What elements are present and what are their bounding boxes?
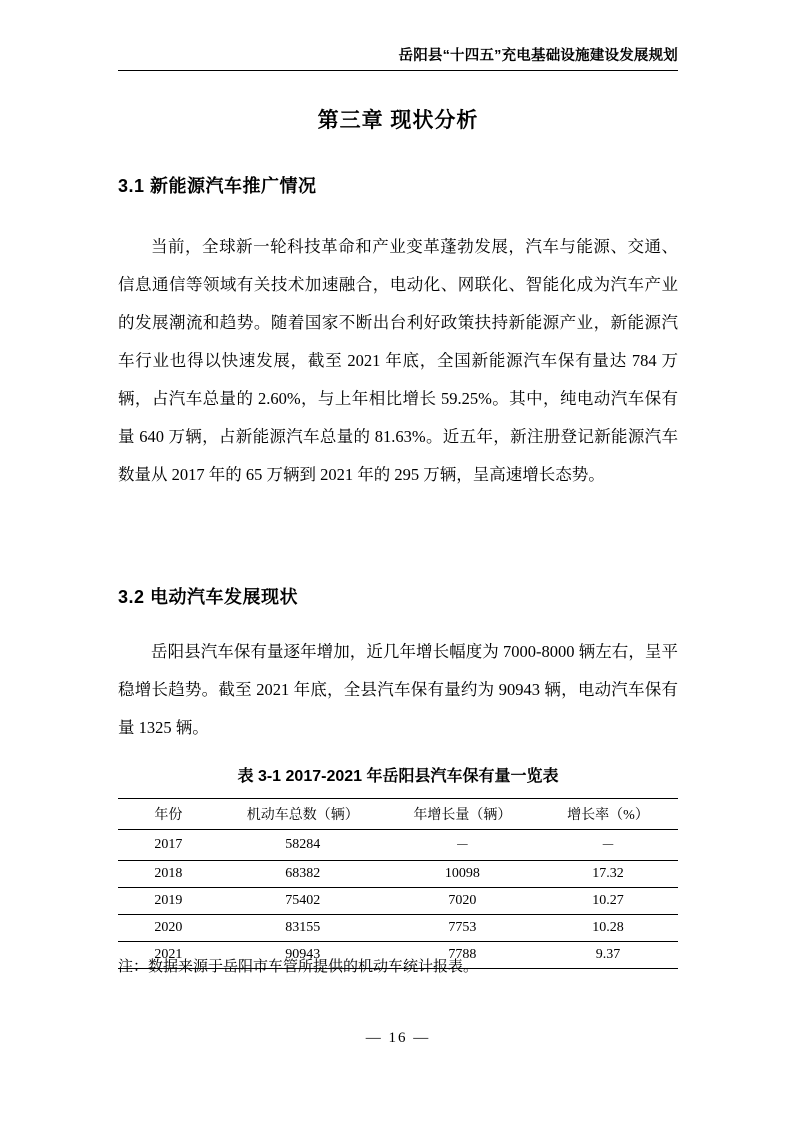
table-caption: 表 3-1 2017-2021 年岳阳县汽车保有量一览表 [237,768,559,785]
table-row [118,830,678,861]
cell-rate: 10.28 [538,915,678,942]
table-col-header-total: 机动车总数（辆） [219,799,387,830]
section-3-1-paragraph: 当前，全球新一轮科技革命和产业变革蓬勃发展，汽车与能源、交通、信息通信等领域有关技术加速融合，电动化、网联化、智能化成为汽车产业的发展潮流和趋势。随着国家不断出台利好政策扶持新能源产业，新能源汽车行业也得以快速发展，截至 2021 年底，全国新能源汽车保有量达 784 万辆，占汽车总量的 2.60%，与上年相比增长 59.25%。其中，纯电动汽车保有量 640 万辆，占新能源汽车总量的 81.63%。近五年，新注册登记新能源汽车数量从 2017 年的 65 万辆到 2021 年的 295 万辆，呈高速增长态势。 [118,237,678,484]
table-col-header-year: 年份 [118,799,219,830]
cell-growth: 10098 [387,861,538,888]
cell-total: 75402 [219,888,387,915]
section-3-2-paragraph: 岳阳县汽车保有量逐年增加，近几年增长幅度为 7000-8000 辆左右，呈平稳增长趋势。截至 2021 年底，全县汽车保有量约为 90943 辆，电动汽车保有量 1325 辆。 [118,642,678,737]
table-row [118,888,678,915]
table-col-header-rate: 增长率（%） [538,799,678,830]
cell-total: 83155 [219,915,387,942]
table-col-header-growth: 年增长量（辆） [387,799,538,830]
page-number: — 16 — [365,1030,431,1046]
chapter-title: 第三章 现状分析 [317,109,479,132]
cell-growth: － [387,830,538,861]
cell-year: 2021 [118,942,219,969]
header-divider [118,70,678,71]
cell-total: 90943 [219,942,387,969]
cell-rate: 17.32 [538,861,678,888]
cell-total: 68382 [219,861,387,888]
cell-year: 2020 [118,915,219,942]
table-header-row [118,799,678,830]
cell-growth: 7753 [387,915,538,942]
running-header: 岳阳县“十四五”充电基础设施建设发展规划 [398,48,678,64]
table-source-note: 注：数据来源于岳阳市车管所提供的机动车统计报表。 [118,959,479,975]
table-row [118,861,678,888]
cell-year: 2018 [118,861,219,888]
cell-year: 2017 [118,830,219,861]
page-content [118,0,678,1122]
cell-growth: 7788 [387,942,538,969]
cell-total: 58284 [219,830,387,861]
cell-rate: － [538,830,678,861]
section-heading-3-1: 3.1 新能源汽车推广情况 [118,176,317,196]
cell-rate: 10.27 [538,888,678,915]
section-heading-3-2: 3.2 电动汽车发展现状 [118,587,299,607]
cell-year: 2019 [118,888,219,915]
table-row [118,915,678,942]
vehicle-ownership-table [118,798,678,969]
cell-rate: 9.37 [538,942,678,969]
cell-growth: 7020 [387,888,538,915]
